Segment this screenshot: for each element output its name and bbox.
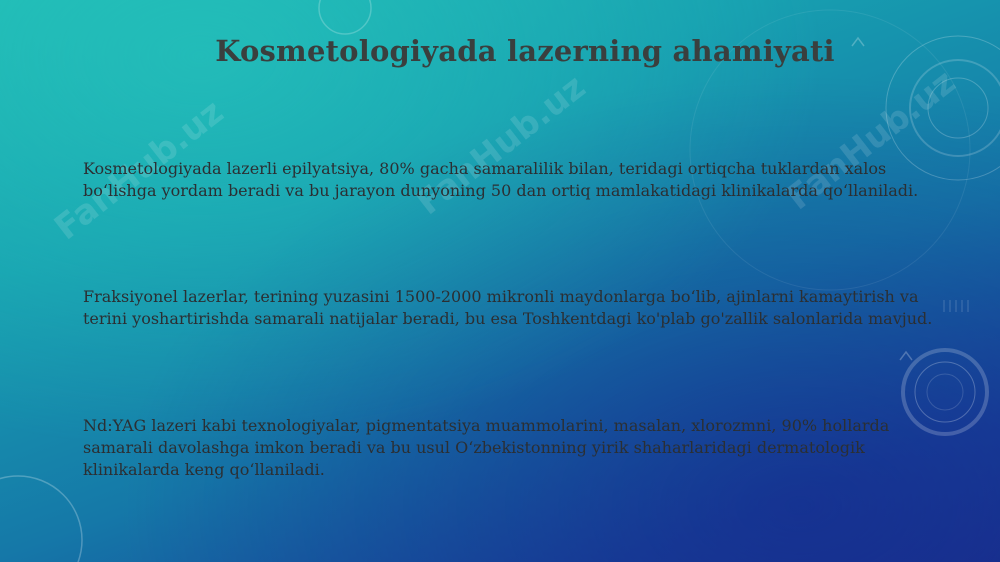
paragraph-laser-epilation: Kosmetologiyada lazerli epilyatsiya, 80% gacha samaralilik bilan, teridagi ortiqcha tuklardan xalos bo‘lishga yordam beradi va bu jarayon dunyoning 50 dan ortiq mamlakatidagi klinikalarda qo‘llaniladi. xyxy=(83,159,919,200)
ring-right-small xyxy=(927,374,963,410)
watermark-center: FanHub.uz xyxy=(409,66,594,224)
slide-title: Kosmetologiyada lazerning ahamiyati xyxy=(215,34,835,68)
watermark-left: FanHub.uz xyxy=(47,91,232,249)
paragraph-fractional-lasers: Fraksiyonel lazerlar, terining yuzasini 1500-2000 mikronli maydonlarga bo‘lib, ajinlarni kamaytirish va terini yoshartirishda samarali natijalar beradi, bu esa Toshkentdagi ko'plab go'zallik salonlarida mavjud. xyxy=(83,287,933,328)
paragraph-nd-yag-laser: Nd:YAG lazeri kabi texnologiyalar, pigmentatsiya muammolarini, masalan, xlorozmni, 90% hollarda samarali davolashga imkon beradi va bu usul O‘zbekistonning yirik shaharlaridagi dermatologik klinikalarda keng qo‘llaniladi. xyxy=(83,416,890,479)
ring-top-center xyxy=(319,0,371,34)
watermark-right: FanHub.uz xyxy=(779,61,964,219)
ring-right-inner xyxy=(915,362,975,422)
ring-bottom-left xyxy=(0,476,82,562)
